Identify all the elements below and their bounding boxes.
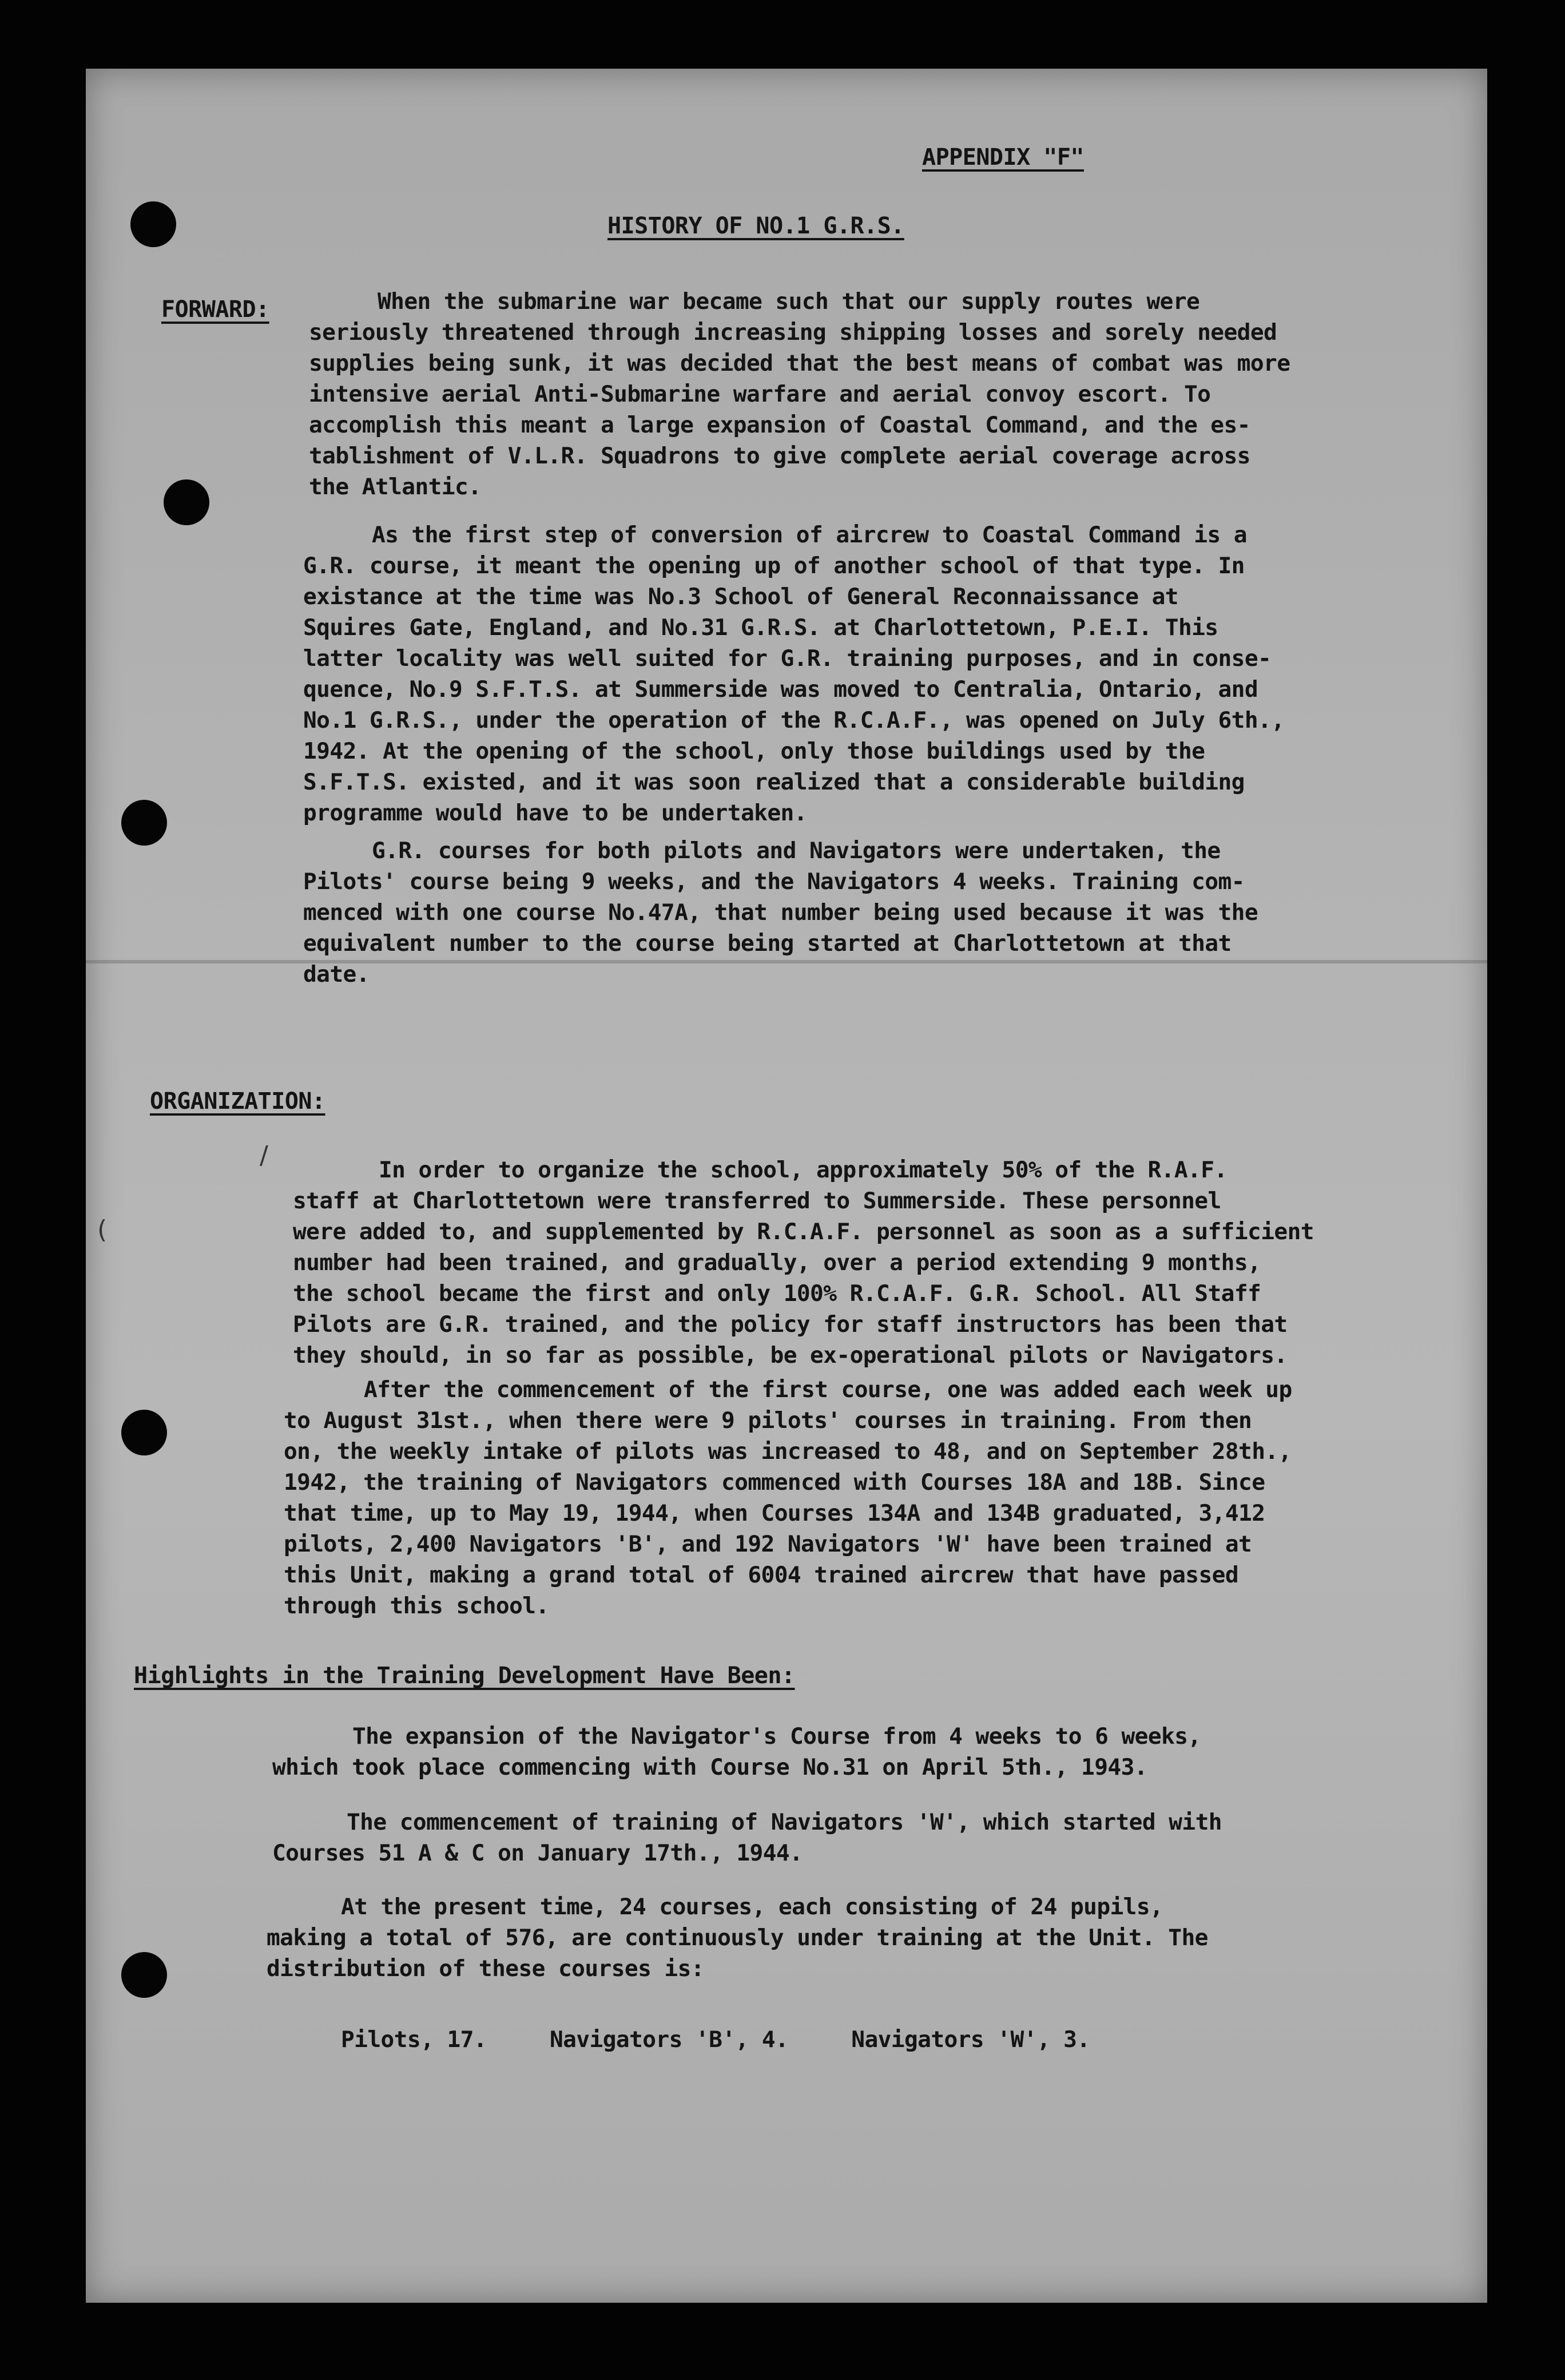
margin-mark-icon: ( [97, 1215, 108, 1244]
text-line: After the commencement of the first course, one was added each week up [364, 1377, 1292, 1403]
text-line: Squires Gate, England, and No.31 G.R.S. at Charlottetown, P.E.I. This [303, 614, 1218, 641]
text-line: Pilots' course being 9 weeks, and the Navigators 4 weeks. Training com- [303, 868, 1245, 895]
text-line: S.F.T.S. existed, and it was soon realized that a considerable building [303, 769, 1245, 795]
text-line: that time, up to May 19, 1944, when Courses 134A and 134B graduated, 3,412 [284, 1500, 1265, 1526]
text-line: accomplish this meant a large expansion of Coastal Command, and the es- [309, 412, 1250, 438]
appendix-label: APPENDIX "F" [922, 144, 1084, 170]
text-line: As the first step of conversion of aircrew to Coastal Command is a [372, 522, 1247, 548]
organization-paragraph-1 [293, 1155, 1314, 1371]
section-heading-forward: FORWARD: [161, 296, 269, 323]
text-line: Pilots are G.R. trained, and the policy for staff instructors has been that [293, 1311, 1288, 1338]
text-line: latter locality was well suited for G.R. training purposes, and in conse- [303, 645, 1272, 672]
text-line: programme would have to be undertaken. [303, 800, 807, 826]
punch-hole-icon [130, 201, 176, 247]
section-heading-highlights: Highlights in the Training Development Have Been: [134, 1663, 795, 1689]
text-line: to August 31st., when there were 9 pilots' courses in training. From then [284, 1407, 1252, 1434]
text-line: Courses 51 A & C on January 17th., 1944. [272, 1840, 803, 1866]
text-line: the Atlantic. [309, 474, 482, 500]
text-line: No.1 G.R.S., under the operation of the R.C.A.F., was opened on July 6th., [303, 707, 1285, 733]
text-line: distribution of these courses is: [267, 1955, 704, 1982]
text-line: 1942, the training of Navigators commenced with Courses 18A and 18B. Since [284, 1469, 1265, 1496]
text-line: date. [303, 961, 370, 987]
organization-paragraph-2 [284, 1374, 1292, 1621]
text-line: they should, in so far as possible, be ex-operational pilots or Navigators. [293, 1342, 1288, 1368]
section-heading-organization: ORGANIZATION: [150, 1088, 325, 1114]
text-line: equivalent number to the course being started at Charlottetown at that [303, 930, 1232, 957]
text-line: menced with one course No.47A, that number being used because it was the [303, 899, 1258, 926]
punch-hole-icon [164, 479, 209, 525]
text-line: In order to organize the school, approximately 50% of the R.A.F. [379, 1157, 1228, 1183]
text-line: When the submarine war became such that our supply routes were [378, 288, 1200, 315]
text-line: G.R. course, it meant the opening up of another school of that type. In [303, 553, 1245, 579]
text-line: tablishment of V.L.R. Squadrons to give complete aerial coverage across [309, 443, 1250, 469]
forward-paragraph-2 [303, 519, 1284, 828]
text-line: number had been trained, and gradually, over a period extending 9 months, [293, 1250, 1261, 1276]
punch-hole-icon [121, 1410, 167, 1455]
text-line: pilots, 2,400 Navigators 'B', and 192 Navigators 'W' have been trained at [284, 1531, 1252, 1557]
highlights-paragraph-2 [272, 1807, 1222, 1869]
punch-hole-icon [121, 1952, 167, 1998]
margin-mark-icon: / [260, 1141, 268, 1170]
page-title: HISTORY OF NO.1 G.R.S. [607, 213, 904, 239]
text-line: 1942. At the opening of the school, only those buildings used by the [303, 738, 1205, 764]
distribution-row [341, 2024, 1090, 2055]
text-line: The commencement of training of Navigators 'W', which started with [347, 1809, 1222, 1835]
text-line: on, the weekly intake of pilots was increased to 48, and on September 28th., [284, 1438, 1292, 1465]
highlights-paragraph-3 [267, 1891, 1208, 1984]
text-line: were added to, and supplemented by R.C.A.F. personnel as soon as a sufficient [293, 1219, 1314, 1245]
text-line: existance at the time was No.3 School of General Reconnaissance at [303, 584, 1178, 610]
distribution-pilots: Pilots, 17. [341, 2026, 487, 2053]
punch-hole-icon [121, 800, 167, 846]
text-line: staff at Charlottetown were transferred to Summerside. These personnel [293, 1188, 1221, 1214]
text-line: The expansion of the Navigator's Course from 4 weeks to 6 weeks, [352, 1723, 1201, 1750]
text-line: through this school. [284, 1593, 549, 1619]
text-line: G.R. courses for both pilots and Navigators were undertaken, the [372, 838, 1221, 864]
forward-paragraph-3 [303, 835, 1258, 990]
highlights-paragraph-1 [272, 1721, 1201, 1783]
distribution-navigators-b: Navigators 'B', 4. [550, 2026, 789, 2053]
text-line: intensive aerial Anti-Submarine warfare and aerial convoy escort. To [309, 381, 1211, 407]
text-line: seriously threatened through increasing shipping losses and sorely needed [309, 319, 1277, 346]
text-line: making a total of 576, are continuously under training at the Unit. The [267, 1925, 1208, 1951]
text-line: this Unit, making a grand total of 6004 trained aircrew that have passed [284, 1562, 1239, 1588]
forward-paragraph-1 [309, 286, 1290, 502]
distribution-navigators-w: Navigators 'W', 3. [851, 2026, 1090, 2053]
text-line: At the present time, 24 courses, each consisting of 24 pupils, [341, 1894, 1163, 1920]
text-line: supplies being sunk, it was decided that the best means of combat was more [309, 350, 1290, 376]
text-line: the school became the first and only 100% R.C.A.F. G.R. School. All Staff [293, 1280, 1261, 1307]
text-line: quence, No.9 S.F.T.S. at Summerside was moved to Centralia, Ontario, and [303, 676, 1258, 703]
text-line: which took place commencing with Course No.31 on April 5th., 1943. [272, 1754, 1147, 1780]
